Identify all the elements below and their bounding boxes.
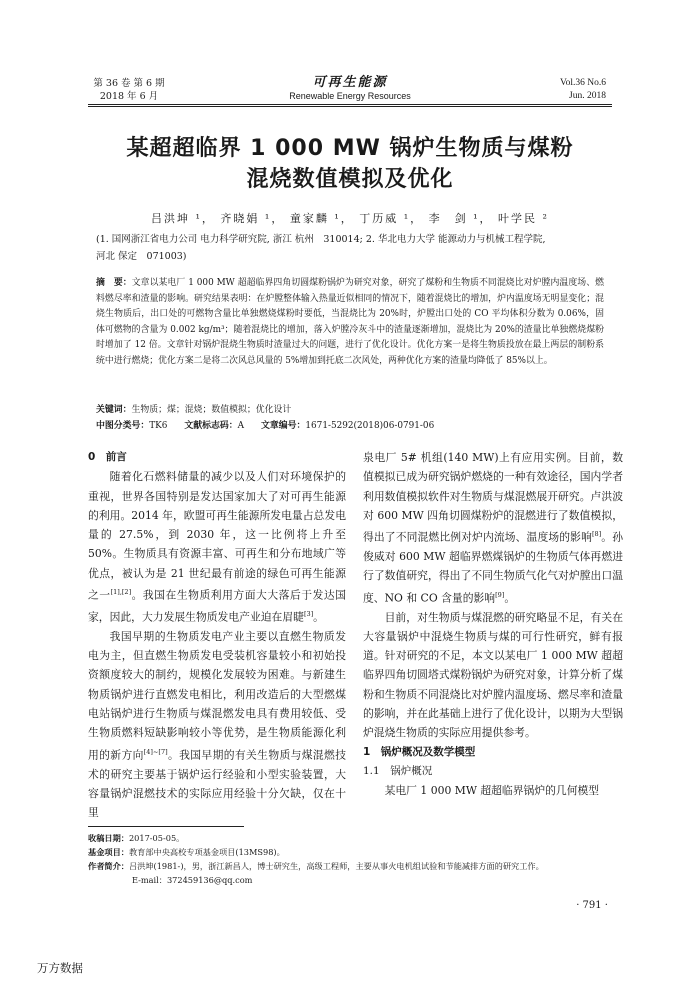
header-volume-en: [516, 77, 606, 103]
journal-name: [260, 75, 440, 102]
paper-title: [88, 133, 612, 195]
page-number: · 791 ·: [576, 900, 608, 911]
citation: [9]: [495, 590, 505, 599]
affiliation-line-2: 河北 保定 071003): [96, 251, 187, 262]
intro-paragraph-1: 随着化石燃料储量的减少以及人们对环境保护的重视，世界各国特别是发达国家加大了对可再生能源的利用。2014 年，欧盟可再生能源所发电量占总发电量的 27.5%，到 2030 年，这一比例将上升至 50%。生物质具有资源丰富、可再生和分布地域广等优点，被认为是 21 世纪最有前途的绿色可再生能源之一[1],[2]。我国在生物质利用方面大大落后于发达国家，因此，大力发展生物质发电产业迫在眉睫[3]。: [88, 470, 347, 624]
volume-issue-cn: 第 36 卷 第 6 期: [93, 78, 165, 89]
article-number: 1671-5292(2018)06-0791-06: [305, 421, 435, 431]
subsection-heading-1-1: 1.1 锅炉概况: [363, 764, 433, 777]
classification-line: [96, 418, 604, 434]
citation: [1],[2]: [110, 588, 132, 597]
right-column: [363, 448, 623, 801]
title-line-2: 混烧数值模拟及优化: [246, 167, 454, 192]
footnotes: [88, 831, 628, 887]
affiliations: [96, 231, 610, 265]
section-heading-intro: 0 前言: [88, 451, 127, 463]
boiler-paragraph: 某电厂 1 000 MW 超超临界锅炉的几何模型: [384, 784, 600, 798]
intro-paragraph-3: 泉电厂 5# 机组(140 MW)上有应用实例。目前，数值模拟已成为研究锅炉燃烧的一种有效途径，国内学者利用数值模拟软件对生物质与煤混燃展开研究。卢洪波对 600 MW 四角切圆煤粉炉的混燃进行了数值模拟，得出了不同混燃比例对炉内流场、温度场的影响[8]。孙俊威对 600 MW 超临界燃煤锅炉的生物质气体再燃进行了数值研究，得出了不同生物质气化气对炉膛出口温度、NO 和 CO 含量的影响[9]。: [363, 451, 624, 605]
author-email: E-mail：372459136@qq.com: [132, 875, 253, 885]
article-number-label: 文章编号：: [261, 421, 306, 431]
author-bio: 作者简介：吕洪坤(1981-)，男，浙江新昌人，博士研究生，高级工程师，主要从事火电机组试验和节能减排方面的研究工作。: [88, 861, 544, 871]
header-rule-thin: [88, 106, 612, 107]
section-heading-1: 1 锅炉概况及数学模型: [363, 745, 476, 758]
watermark-text: 万方数据: [37, 961, 83, 975]
date-en: Jun. 2018: [569, 91, 606, 101]
author-list: 吕洪坤 ¹， 齐晓娟 ¹， 童家麟 ¹， 丁历威 ¹， 李 剑 ¹， 叶学民 ²: [151, 212, 549, 225]
citation: [8]: [591, 530, 602, 539]
received-date: 收稿日期：2017-05-05。: [88, 833, 185, 843]
keywords-text: 生物质；煤；混烧；数值模拟；优化设计: [131, 405, 292, 415]
abstract-text: 文章以某电厂 1 000 MW 超超临界四角切圆煤粉锅炉为研究对象，研究了煤粉和生物质不同混烧比对炉膛内温度场、燃料燃尽率和渣量的影响。研究结果表明：在炉膛整体输入热量近似相同的情况下，随着混烧比的增加，炉内温度场无明显变化；混烧生物质后，出口处的可燃物含量比单独燃烧煤粉时要低，当混烧比为 20%时，炉膛出口处的 CO 平均体积分数为 0.06%，固体可燃物的含量为 0.002 kg/m³；随着混烧比的增加，落入炉膛冷灰斗中的渣量逐渐增加，混烧比为 20%的渣量比单独燃烧煤粉时增加了 12 倍。文章针对锅炉混烧生物质时渣量过大的问题，进行了优化设计。优化方案一是将生物质投放在最上两层的制粉系统中进行燃烧；优化方案二是将二次风总风量的 5%增加到托底二次风处，两种优化方案的渣量均降低了 85%以上。: [96, 278, 605, 366]
abstract-label: 摘 要：: [96, 278, 132, 288]
title-line-1: 某超超临界 1 000 MW 锅炉生物质与煤粉: [126, 136, 574, 161]
journal-name-en: Renewable Energy Resources: [289, 91, 411, 101]
fund-info: 基金项目：教育部中央高校专项基金项目(13MS98)。: [88, 847, 285, 857]
citation: [4]~[7]: [143, 747, 168, 756]
date-cn: 2018 年 6 月: [99, 91, 159, 102]
journal-name-cn: 可再生能源: [312, 75, 388, 90]
volume-issue-en: Vol.36 No.6: [559, 78, 606, 88]
footnote-rule: [88, 826, 244, 827]
header-rule-thick: [88, 104, 612, 105]
keywords: [96, 402, 604, 418]
doc-code-label: 文献标志码：: [184, 421, 238, 431]
affiliation-line-1: (1. 国网浙江省电力公司 电力科学研究院, 浙江 杭州 310014; 2. 华北电力大学 能源动力与机械工程学院,: [96, 234, 546, 245]
abstract: [96, 276, 604, 370]
citation: [3]: [303, 609, 314, 618]
intro-paragraph-2: 我国早期的生物质发电产业主要以直燃生物质发电为主，但直燃生物质发电受装机容量较小和初始投资额度较大的制约，规模化发展较为困难。与新建生物质锅炉进行直燃发电相比，利用改造后的大型燃煤电站锅炉进行生物质与煤混燃发电具有费用较低、受生物质燃料短缺影响较小等优势，是生物质能源化利用的新方向[4]~[7]。我国早期的有关生物质与煤混燃技术的研究主要基于锅炉运行经验和小型实验装置，大容量锅炉混燃技术的实际应用经验十分欠缺，仅在十里: [88, 629, 347, 820]
intro-paragraph-4: 目前，对生物质与煤混燃的研究略显不足，有关在大容量锅炉中混烧生物质与煤的可行性研究，鲜有报道。针对研究的不足，本文以某电厂 1 000 MW 超超临界四角切圆塔式煤粉锅炉为研究对象，计算分析了煤粉和生物质不同混烧比对炉膛内温度场、燃尽率和渣量的影响，并在此基础上进行了优化设计，以期为大型锅炉混烧生物质的实际应用提供参考。: [363, 610, 623, 740]
doc-code: A: [237, 421, 245, 431]
clc-code: TK6: [149, 421, 168, 431]
left-column: [88, 448, 346, 822]
clc-label: 中图分类号：: [96, 421, 150, 431]
keywords-label: 关键词：: [96, 405, 132, 415]
header-volume-cn: [92, 77, 166, 103]
